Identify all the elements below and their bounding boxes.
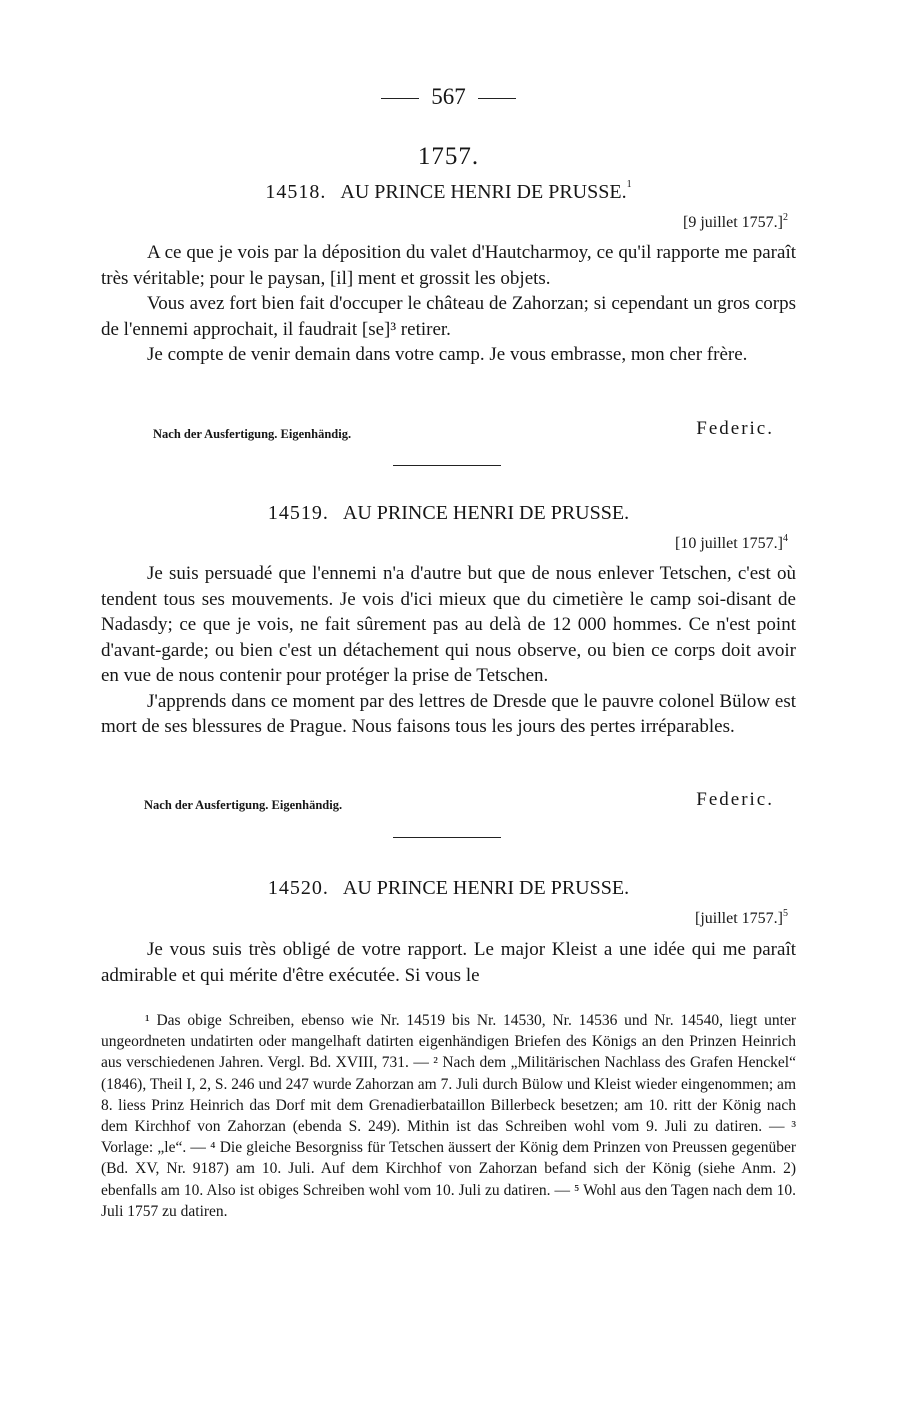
- paragraph: Vous avez fort bien fait d'occuper le château de Zahorzan; si cependant un gros corps de l'ennemi approchait, il faudrait [se]³ retirer.: [101, 293, 796, 340]
- letter-date: [juillet 1757.]: [695, 910, 783, 927]
- signature-14519: Federic.: [696, 789, 774, 810]
- source-note-14519: Nach der Ausfertigung. Eigenhändig.: [144, 798, 343, 812]
- signature-14518: Federic.: [696, 418, 774, 439]
- paragraph: J'apprends dans ce moment par des lettres de Dresde que le pauvre colonel Bülow est mort de ses blessures de Prague. Nous faisons tous les jours des pertes irréparables.: [101, 690, 796, 737]
- paragraph: Je compte de venir demain dans votre camp. Je vous embrasse, mon cher frère.: [147, 344, 748, 365]
- separator-rule: [393, 837, 501, 838]
- letter-title: AU PRINCE HENRI DE PRUSSE.: [340, 181, 627, 203]
- letter-title: AU PRINCE HENRI DE PRUSSE.: [342, 502, 630, 524]
- letter-date: [10 juillet 1757.]: [675, 535, 783, 552]
- paragraph: Je vous suis très obligé de votre rapport. Le major Kleist a une idée qui me paraît admirable et qui mérite d'être exécutée. Si vous le: [101, 939, 796, 986]
- letter-date-14520: [695, 910, 788, 928]
- paragraph: A ce que je vois par la déposition du valet d'Hautcharmoy, ce qu'il rapporte me paraît très véritable; pour le paysan, [il] ment et grossit les objets.: [101, 242, 796, 289]
- letter-number: 14519.: [267, 502, 329, 524]
- footnotes: [101, 1010, 796, 1222]
- letter-heading-14520: [101, 877, 796, 900]
- source-note-14518: Nach der Ausfertigung. Eigenhändig.: [153, 427, 352, 441]
- document-page: [101, 0, 796, 1404]
- letter-title: AU PRINCE HENRI DE PRUSSE.: [342, 877, 630, 899]
- letter-body-14519: [101, 561, 796, 740]
- footnote-text: ¹ Das obige Schreiben, ebenso wie Nr. 14519 bis Nr. 14530, Nr. 14536 und Nr. 14540, liegt unter ungeordneten undatirten oder mangelhaft datirten eigenhändigen Briefen des Königs an den Prinzen Heinrich aus verschiedenen Jahren. Vergl. Bd. XVIII, 731. — ² Nach dem „Militärischen Nachlass des Grafen Henckel“ (1846), Theil I, 2, S. 246 und 247 wurde Zahorzan am 7. Juli durch Bülow und Kleist wieder eingenommen; am 8. liess Prinz Heinrich das Dorf mit dem Grenadierbataillon Billerbeck besetzen; am 10. ritt der König nach dem Kirchhof von Zahorzan (ebenda S. 249). Mithin ist das Schreiben wohl vom 9. Juli zu datiren. — ³ Vorlage: „le“. — ⁴ Die gleiche Besorgniss für Tetschen äussert der König dem Prinzen von Preussen gegenüber (Bd. XV, Nr. 9187) am 10. Juli. Auf dem Kirchhof von Zahorzan befand sich der König (siehe Anm. 2) ebenfalls am 10. Also ist obiges Schreiben wohl vom 10. Juli zu datiren. — ⁵ Wohl aus den Tagen nach dem 10. Juli 1757 zu datiren.: [101, 1012, 796, 1220]
- separator-rule: [393, 465, 501, 466]
- header-dash-left: [381, 98, 419, 99]
- page-number: 567: [431, 84, 466, 109]
- letter-heading-14518: [101, 181, 796, 204]
- letter-date-14519: [675, 535, 788, 553]
- header-dash-right: [478, 98, 516, 99]
- letter-date: [9 juillet 1757.]: [683, 214, 783, 231]
- footnote-ref: 1: [626, 179, 632, 190]
- letter-body-14520: [101, 937, 796, 988]
- letter-date-14518: [683, 214, 788, 232]
- footnote-ref: 4: [783, 533, 788, 544]
- letter-number: 14520.: [267, 877, 329, 899]
- paragraph: Je suis persuadé que l'ennemi n'a d'autre but que de nous enlever Tetschen, c'est où tendent tous ses mouvements. Je vois d'ici mieux que du cimetière le camp soi-disant de Nadasdy; ce que je vois, ne fait sûrement pas au delà de 12 000 hommes. Ce n'est point d'avant-garde; ou bien c'est un détachement qui nous observe, ou bien ce corps doit avoir en vue de nous contenir pour protéger la prise de Tetschen.: [101, 563, 796, 686]
- footnote-ref: 2: [783, 212, 788, 223]
- page-header: [101, 84, 796, 110]
- letter-body-14518: [101, 240, 796, 368]
- letter-heading-14519: [101, 502, 796, 525]
- letter-number: 14518.: [265, 181, 327, 203]
- footnote-ref: 5: [783, 908, 788, 919]
- year-heading: 1757.: [417, 143, 480, 170]
